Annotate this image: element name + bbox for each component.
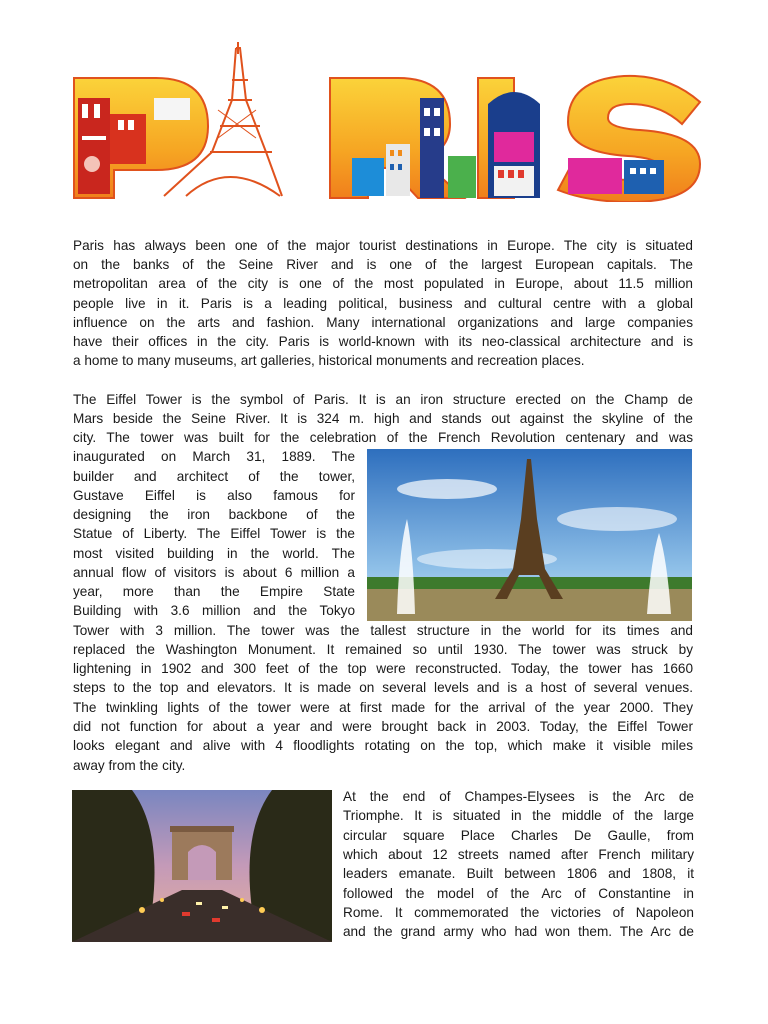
arc-line: leaders emanate. Built between 1806 and 1808, it [343, 866, 694, 881]
arc-line: followed the model of the Arc of Constantine in [343, 886, 694, 901]
intro-line: influence on the arts and fashion. Many international organizations and large companies [73, 315, 693, 330]
eiffel-line: Building with 3.6 million and the Tokyo [73, 603, 355, 618]
eiffel-line: The twinkling lights of the tower were at first made for the arrival of the year 2000. They [73, 700, 693, 715]
eiffel-line: most visited building in the world. The [73, 546, 355, 561]
arc-line: Rome. It commemorated the victories of Napoleon [343, 905, 694, 920]
eiffel-line: Statue of Liberty. The Eiffel Tower is the [73, 526, 355, 541]
eiffel-line: builder and architect of the tower, [73, 469, 355, 484]
eiffel-line: lightening in 1902 and 300 feet of the top were reconstructed. Today, the tower has 1660 [73, 661, 693, 676]
intro-line: metropolitan area of the city is one of the most populated in Europe, about 11.5 million [73, 276, 693, 291]
arc-line: and the grand army who had won them. The Arc de [343, 924, 694, 939]
eiffel-line: away from the city. [73, 758, 186, 773]
intro-line: a home to many museums, art galleries, historical monuments and recreation places. [73, 353, 585, 368]
eiffel-line: steps to the top and elevators. It is made on several levels and is a host of several venues. [73, 680, 693, 695]
intro-line: people live in it. Paris is a leading political, business and cultural centre with a global [73, 296, 693, 311]
letter-p [74, 78, 208, 198]
eiffel-line: Mars beside the Seine River. It is 324 m. high and stands out against the skyline of the [73, 411, 693, 426]
eiffel-line: year, more than the Empire State [73, 584, 355, 599]
eiffel-line: looks elegant and alive with 4 floodlights rotating on the top, which make it visible miles [73, 738, 693, 753]
intro-line: Paris has always been one of the major tourist destinations in Europe. The city is situated [73, 238, 693, 253]
arc-line: At the end of Champes-Elysees is the Arc de [343, 789, 694, 804]
intro-line: have their offices in the city. Paris is world-known with its neo-classical architecture and is [73, 334, 693, 349]
arc-line: circular square Place Charles De Gaulle, from [343, 828, 694, 843]
eiffel-tower-photo [367, 449, 692, 621]
eiffel-line: designing the iron backbone of the [73, 507, 355, 522]
letter-s [558, 76, 700, 202]
eiffel-line: The Eiffel Tower is the symbol of Paris. It is an iron structure erected on the Champ de [73, 392, 693, 407]
eiffel-line: did not function for about a year and were brought back in 2003. Today, the Eiffel Tower [73, 719, 693, 734]
eiffel-line: Gustave Eiffel is also famous for [73, 488, 355, 503]
intro-line: on the banks of the Seine River and is one of the largest European capitals. The [73, 257, 693, 272]
eiffel-line: annual flow of visitors is about 6 million a [73, 565, 355, 580]
arc-de-triomphe-photo [72, 790, 332, 942]
arc-line: which about 12 streets named after French military [343, 847, 694, 862]
eiffel-line: replaced the Washington Monument. It remained so until 1930. The tower was struck by [73, 642, 693, 657]
paris-title-banner [68, 40, 708, 202]
eiffel-line: Tower with 3 million. The tower was the tallest structure in the world for its times and [73, 623, 693, 638]
arc-line: Triomphe. It is situated in the middle of the large [343, 808, 694, 823]
eiffel-line: inaugurated on March 31, 1889. The [73, 449, 355, 464]
eiffel-line: city. The tower was built for the celebration of the French Revolution centenary and was [73, 430, 693, 445]
